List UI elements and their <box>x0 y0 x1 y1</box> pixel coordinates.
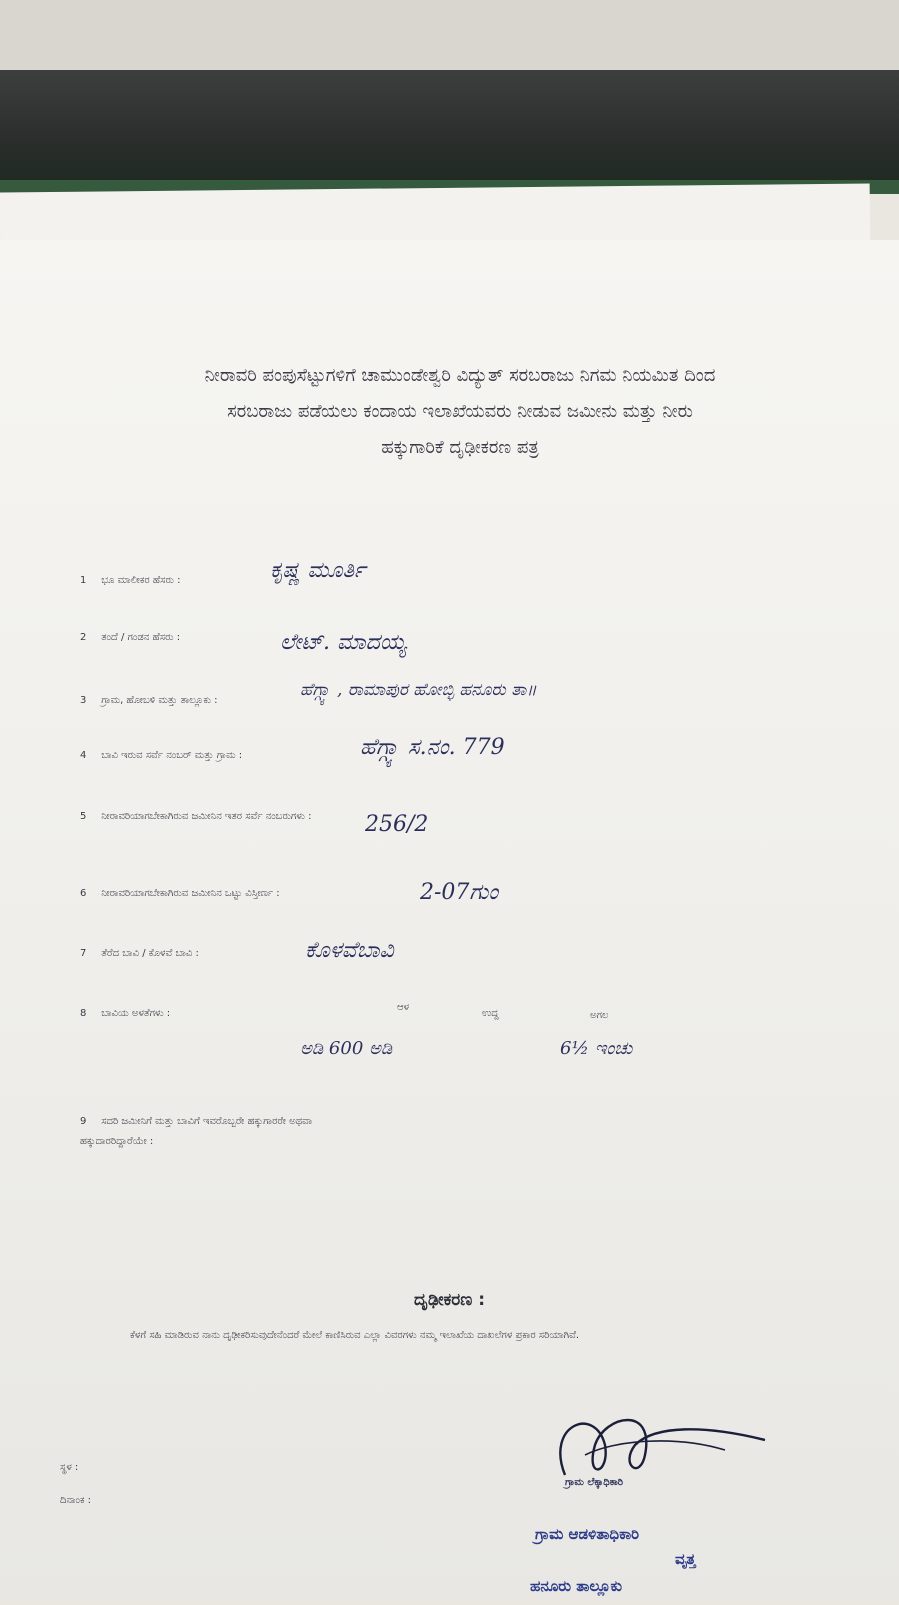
field-1: 1 ಭೂ ಮಾಲೀಕರ ಹೆಸರು : <box>80 575 181 586</box>
document-heading <box>90 358 830 466</box>
field-9: 9 ಸದರಿ ಜಮೀನಿಗೆ ಮತ್ತು ಬಾವಿಗೆ ಇವರೊಬ್ಬರೇ ಹಕ್ಕುಗಾರರೇ ಅಥವಾ ಹಕ್ಕುದಾರರಿದ್ದಾರೆಯೇ : <box>80 1116 313 1147</box>
heading-line-3: ಹಕ್ಕುಗಾರಿಕೆ ದೃಢೀಕರಣ ಪತ್ರ <box>381 437 539 458</box>
field-8-label: ಬಾವಿಯ ಅಳತೆಗಳು : <box>101 1008 171 1019</box>
field-6: 6 ನೀರಾವರಿಯಾಗಬೇಕಾಗಿರುವ ಜಮೀನಿನ ಒಟ್ಟು ವಿಸ್ತೀರ್ಣ : <box>80 888 280 899</box>
certification-text: ಕೆಳಗೆ ಸಹಿ ಮಾಡಿರುವ ನಾನು ದೃಢೀಕರಿಸುವುದೇನೆಂದರೆ ಮೇಲೆ ಕಾಣಿಸಿರುವ ಎಲ್ಲಾ ವಿವರಗಳು ನಮ್ಮ ಇಲಾಖೆಯ ದಾಖಲೆಗಳ ಪ್ರಕಾರ ಸರಿಯಾಗಿವೆ. <box>130 1330 580 1341</box>
heading-line-1: ನೀರಾವರಿ ಪಂಪುಸೆಟ್ಟುಗಳಿಗೆ ಚಾಮುಂಡೇಶ್ವರಿ ವಿದ್ಯುತ್ ಸರಬರಾಜು ನಿಗಮ ನಿಯಮಿತ ದಿಂದ <box>204 365 716 386</box>
stamp-line-3: ವೃತ್ತ <box>675 1550 696 1568</box>
date-label: ದಿನಾಂಕ : <box>60 1495 92 1506</box>
certification-title: ದೃಢೀಕರಣ : <box>413 1290 486 1310</box>
stamp-line-2: ಗ್ರಾಮ ಆಡಳಿತಾಧಿಕಾರಿ <box>535 1525 640 1543</box>
field-2-value: ಲೇಟ್. ಮಾದಯ್ಯ <box>280 630 407 655</box>
field-2-label: ತಂದೆ / ಗಂಡನ ಹೆಸರು : <box>101 632 181 643</box>
field-9-label: ಸದರಿ ಜಮೀನಿಗೆ ಮತ್ತು ಬಾವಿಗೆ ಇವರೊಬ್ಬರೇ ಹಕ್ಕುಗಾರರೇ ಅಥವಾ ಹಕ್ಕುದಾರರಿದ್ದಾರೆಯೇ : <box>80 1116 313 1147</box>
measure-header-depth: ಆಳ <box>397 1002 410 1013</box>
field-8: 8 ಬಾವಿಯ ಅಳತೆಗಳು : <box>80 1008 171 1019</box>
field-6-label: ನೀರಾವರಿಯಾಗಬೇಕಾಗಿರುವ ಜಮೀನಿನ ಒಟ್ಟು ವಿಸ್ತೀರ್ಣ : <box>101 888 280 899</box>
stamp-line-1: ಗ್ರಾಮ ಲೆಕ್ಕಾಧಿಕಾರಿ <box>565 1477 624 1488</box>
field-5-value: 256/2 <box>365 812 429 837</box>
field-1-value: ಕೃಷ್ಣ ಮೂರ್ತಿ <box>270 558 366 583</box>
stamp-line-4: ಹನೂರು ತಾಲ್ಲೂಕು <box>530 1577 623 1595</box>
field-1-label: ಭೂ ಮಾಲೀಕರ ಹೆಸರು : <box>101 575 181 586</box>
background-surface <box>0 0 899 80</box>
field-5: 5 ನೀರಾವರಿಯಾಗಬೇಕಾಗಿರುವ ಜಮೀನಿನ ಇತರ ಸರ್ವೆ ನಂಬರುಗಳು : <box>80 811 312 822</box>
field-2: 2 ತಂದೆ / ಗಂಡನ ಹೆಸರು : <box>80 632 181 643</box>
official-stamp <box>525 1385 795 1605</box>
measure-value-depth: ಅಡಿ 600 ಅಡಿ <box>300 1038 393 1059</box>
heading-line-2: ಸರಬರಾಜು ಪಡೆಯಲು ಕಂದಾಯ ಇಲಾಖೆಯವರು ನೀಡುವ ಜಮೀನು ಮತ್ತು ನೀರು <box>227 401 693 422</box>
field-7-label: ತೆರೆದ ಬಾವಿ / ಕೊಳವೆ ಬಾವಿ : <box>101 948 199 959</box>
measure-header-length: ಉದ್ದ <box>482 1008 499 1019</box>
field-3-label: ಗ್ರಾಮ, ಹೋಬಳಿ ಮತ್ತು ತಾಲ್ಲೂಕು : <box>101 695 218 706</box>
measure-header-width: ಅಗಲ <box>590 1010 609 1021</box>
document-sheet <box>0 240 899 1599</box>
measure-value-width: 6½ ಇಂಚು <box>560 1038 633 1059</box>
field-3-value: ಹೆಗ್ಗ್ಯಾ , ರಾಮಾಪುರ ಹೋಬ್ಳಿ ಹನೂರು ತಾ॥ <box>300 680 537 700</box>
place-label: ಸ್ಥಳ : <box>60 1462 79 1473</box>
field-3: 3 ಗ್ರಾಮ, ಹೋಬಳಿ ಮತ್ತು ತಾಲ್ಲೂಕು : <box>80 695 218 706</box>
field-7: 7 ತೆರೆದ ಬಾವಿ / ಕೊಳವೆ ಬಾವಿ : <box>80 948 199 959</box>
field-4-label: ಬಾವಿ ಇರುವ ಸರ್ವೆ ನಂಬರ್ ಮತ್ತು ಗ್ರಾಮ : <box>101 750 243 761</box>
folder-edge <box>0 70 899 190</box>
field-5-label: ನೀರಾವರಿಯಾಗಬೇಕಾಗಿರುವ ಜಮೀನಿನ ಇತರ ಸರ್ವೆ ನಂಬರುಗಳು : <box>101 811 312 822</box>
field-4: 4 ಬಾವಿ ಇರುವ ಸರ್ವೆ ನಂಬರ್ ಮತ್ತು ಗ್ರಾಮ : <box>80 750 243 761</box>
field-4-value: ಹೆಗ್ಗ್ಯಾ ಸ.ನಂ. 779 <box>360 735 505 760</box>
field-6-value: 2-07ಗುಂ <box>420 880 499 905</box>
field-7-value: ಕೊಳವೆಬಾವಿ <box>305 938 394 963</box>
